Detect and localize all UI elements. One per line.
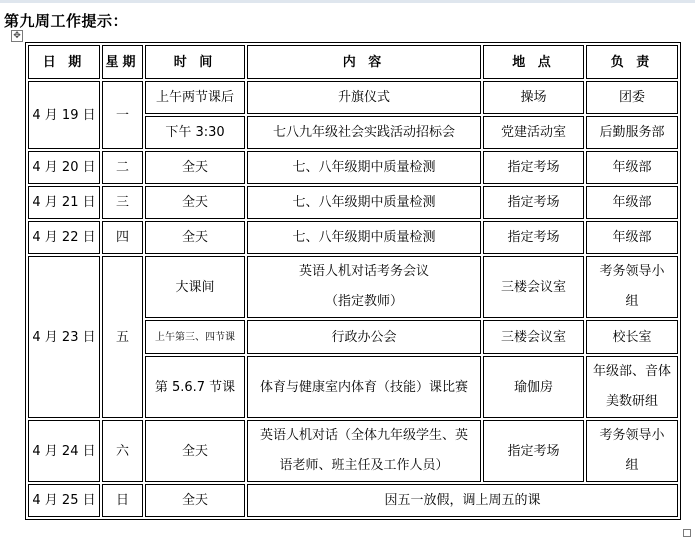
time-cell: 下午 3:30: [145, 116, 245, 149]
content-cell: 七八九年级社会实践活动招标会: [247, 116, 481, 149]
date-cell: 4 月 21 日: [28, 186, 100, 219]
content-cell: 七、八年级期中质量检测: [247, 221, 481, 254]
owner-line: 组: [625, 294, 639, 309]
owner-cell: [586, 420, 678, 482]
content-line: 语老师、班主任及工作人员）: [279, 458, 449, 473]
time-cell: 全天: [145, 151, 245, 184]
time-cell: 上午第三、四节课: [145, 320, 245, 354]
header-time: 时 间: [145, 45, 245, 79]
weekday-cell: 四: [102, 221, 143, 254]
place-cell: 指定考场: [483, 151, 584, 184]
weekday-cell: 一: [102, 81, 143, 149]
table-row: [28, 484, 678, 517]
table-row: [28, 256, 678, 318]
header-owner: 负 责: [586, 45, 678, 79]
owner-cell: 年级部: [586, 151, 678, 184]
owner-cell: 年级部: [586, 221, 678, 254]
place-cell: 瑜伽房: [483, 356, 584, 418]
place-cell: 三楼会议室: [483, 256, 584, 318]
date-cell: 4 月 20 日: [28, 151, 100, 184]
header-content: 内 容: [247, 45, 481, 79]
table-move-handle-icon[interactable]: ✥: [11, 30, 23, 42]
content-cell: 行政办公会: [247, 320, 481, 354]
time-cell: 全天: [145, 420, 245, 482]
header-place: 地 点: [483, 45, 584, 79]
owner-line: 年级部、音体: [592, 364, 671, 379]
weekday-cell: 二: [102, 151, 143, 184]
owner-cell: 后勤服务部: [586, 116, 678, 149]
place-cell: 操场: [483, 81, 584, 114]
content-cell: [247, 420, 481, 482]
table-header-row: [28, 45, 678, 79]
date-cell: 4 月 22 日: [28, 221, 100, 254]
page-title: 第九周工作提示：: [4, 12, 129, 30]
weekday-cell: 五: [102, 256, 143, 418]
date-cell: 4 月 23 日: [28, 256, 100, 418]
table-row: [28, 151, 678, 184]
header-weekday: 星期: [102, 45, 143, 79]
top-divider: [0, 0, 695, 3]
date-cell: 4 月 24 日: [28, 420, 100, 482]
date-cell: 4 月 25 日: [28, 484, 100, 517]
content-cell: 七、八年级期中质量检测: [247, 186, 481, 219]
weekday-cell: 六: [102, 420, 143, 482]
owner-line: 美数研组: [605, 394, 658, 409]
table-row: [28, 186, 678, 219]
content-line: （指定教师）: [324, 294, 403, 309]
weekday-cell: 日: [102, 484, 143, 517]
content-cell: 七、八年级期中质量检测: [247, 151, 481, 184]
date-cell: 4 月 19 日: [28, 81, 100, 149]
weekday-cell: 三: [102, 186, 143, 219]
content-cell: [247, 256, 481, 318]
schedule-table: [25, 42, 681, 520]
place-cell: 党建活动室: [483, 116, 584, 149]
time-cell: 大课间: [145, 256, 245, 318]
table-resize-handle[interactable]: [683, 529, 691, 537]
table-row: [28, 420, 678, 482]
time-cell: 第 5.6.7 节课: [145, 356, 245, 418]
time-cell: 上午两节课后: [145, 81, 245, 114]
owner-cell: 团委: [586, 81, 678, 114]
content-cell: 升旗仪式: [247, 81, 481, 114]
owner-cell: [586, 356, 678, 418]
owner-cell: [586, 256, 678, 318]
owner-cell: 校长室: [586, 320, 678, 354]
table-row: [28, 221, 678, 254]
owner-line: 考务领导小: [599, 428, 665, 443]
owner-line: 考务领导小: [599, 264, 665, 279]
content-cell: 体育与健康室内体育（技能）课比赛: [247, 356, 481, 418]
time-cell: 全天: [145, 221, 245, 254]
place-cell: 三楼会议室: [483, 320, 584, 354]
content-line: 英语人机对话考务会议: [298, 264, 429, 279]
owner-cell: 年级部: [586, 186, 678, 219]
time-cell: 全天: [145, 484, 245, 517]
content-line: 英语人机对话（全体九年级学生、英: [259, 428, 468, 443]
place-cell: 指定考场: [483, 186, 584, 219]
content-cell: 因五一放假，调上周五的课: [247, 484, 678, 517]
header-date: 日 期: [28, 45, 100, 79]
owner-line: 组: [625, 458, 639, 473]
table-row: [28, 81, 678, 114]
time-cell: 全天: [145, 186, 245, 219]
place-cell: 指定考场: [483, 221, 584, 254]
place-cell: 指定考场: [483, 420, 584, 482]
